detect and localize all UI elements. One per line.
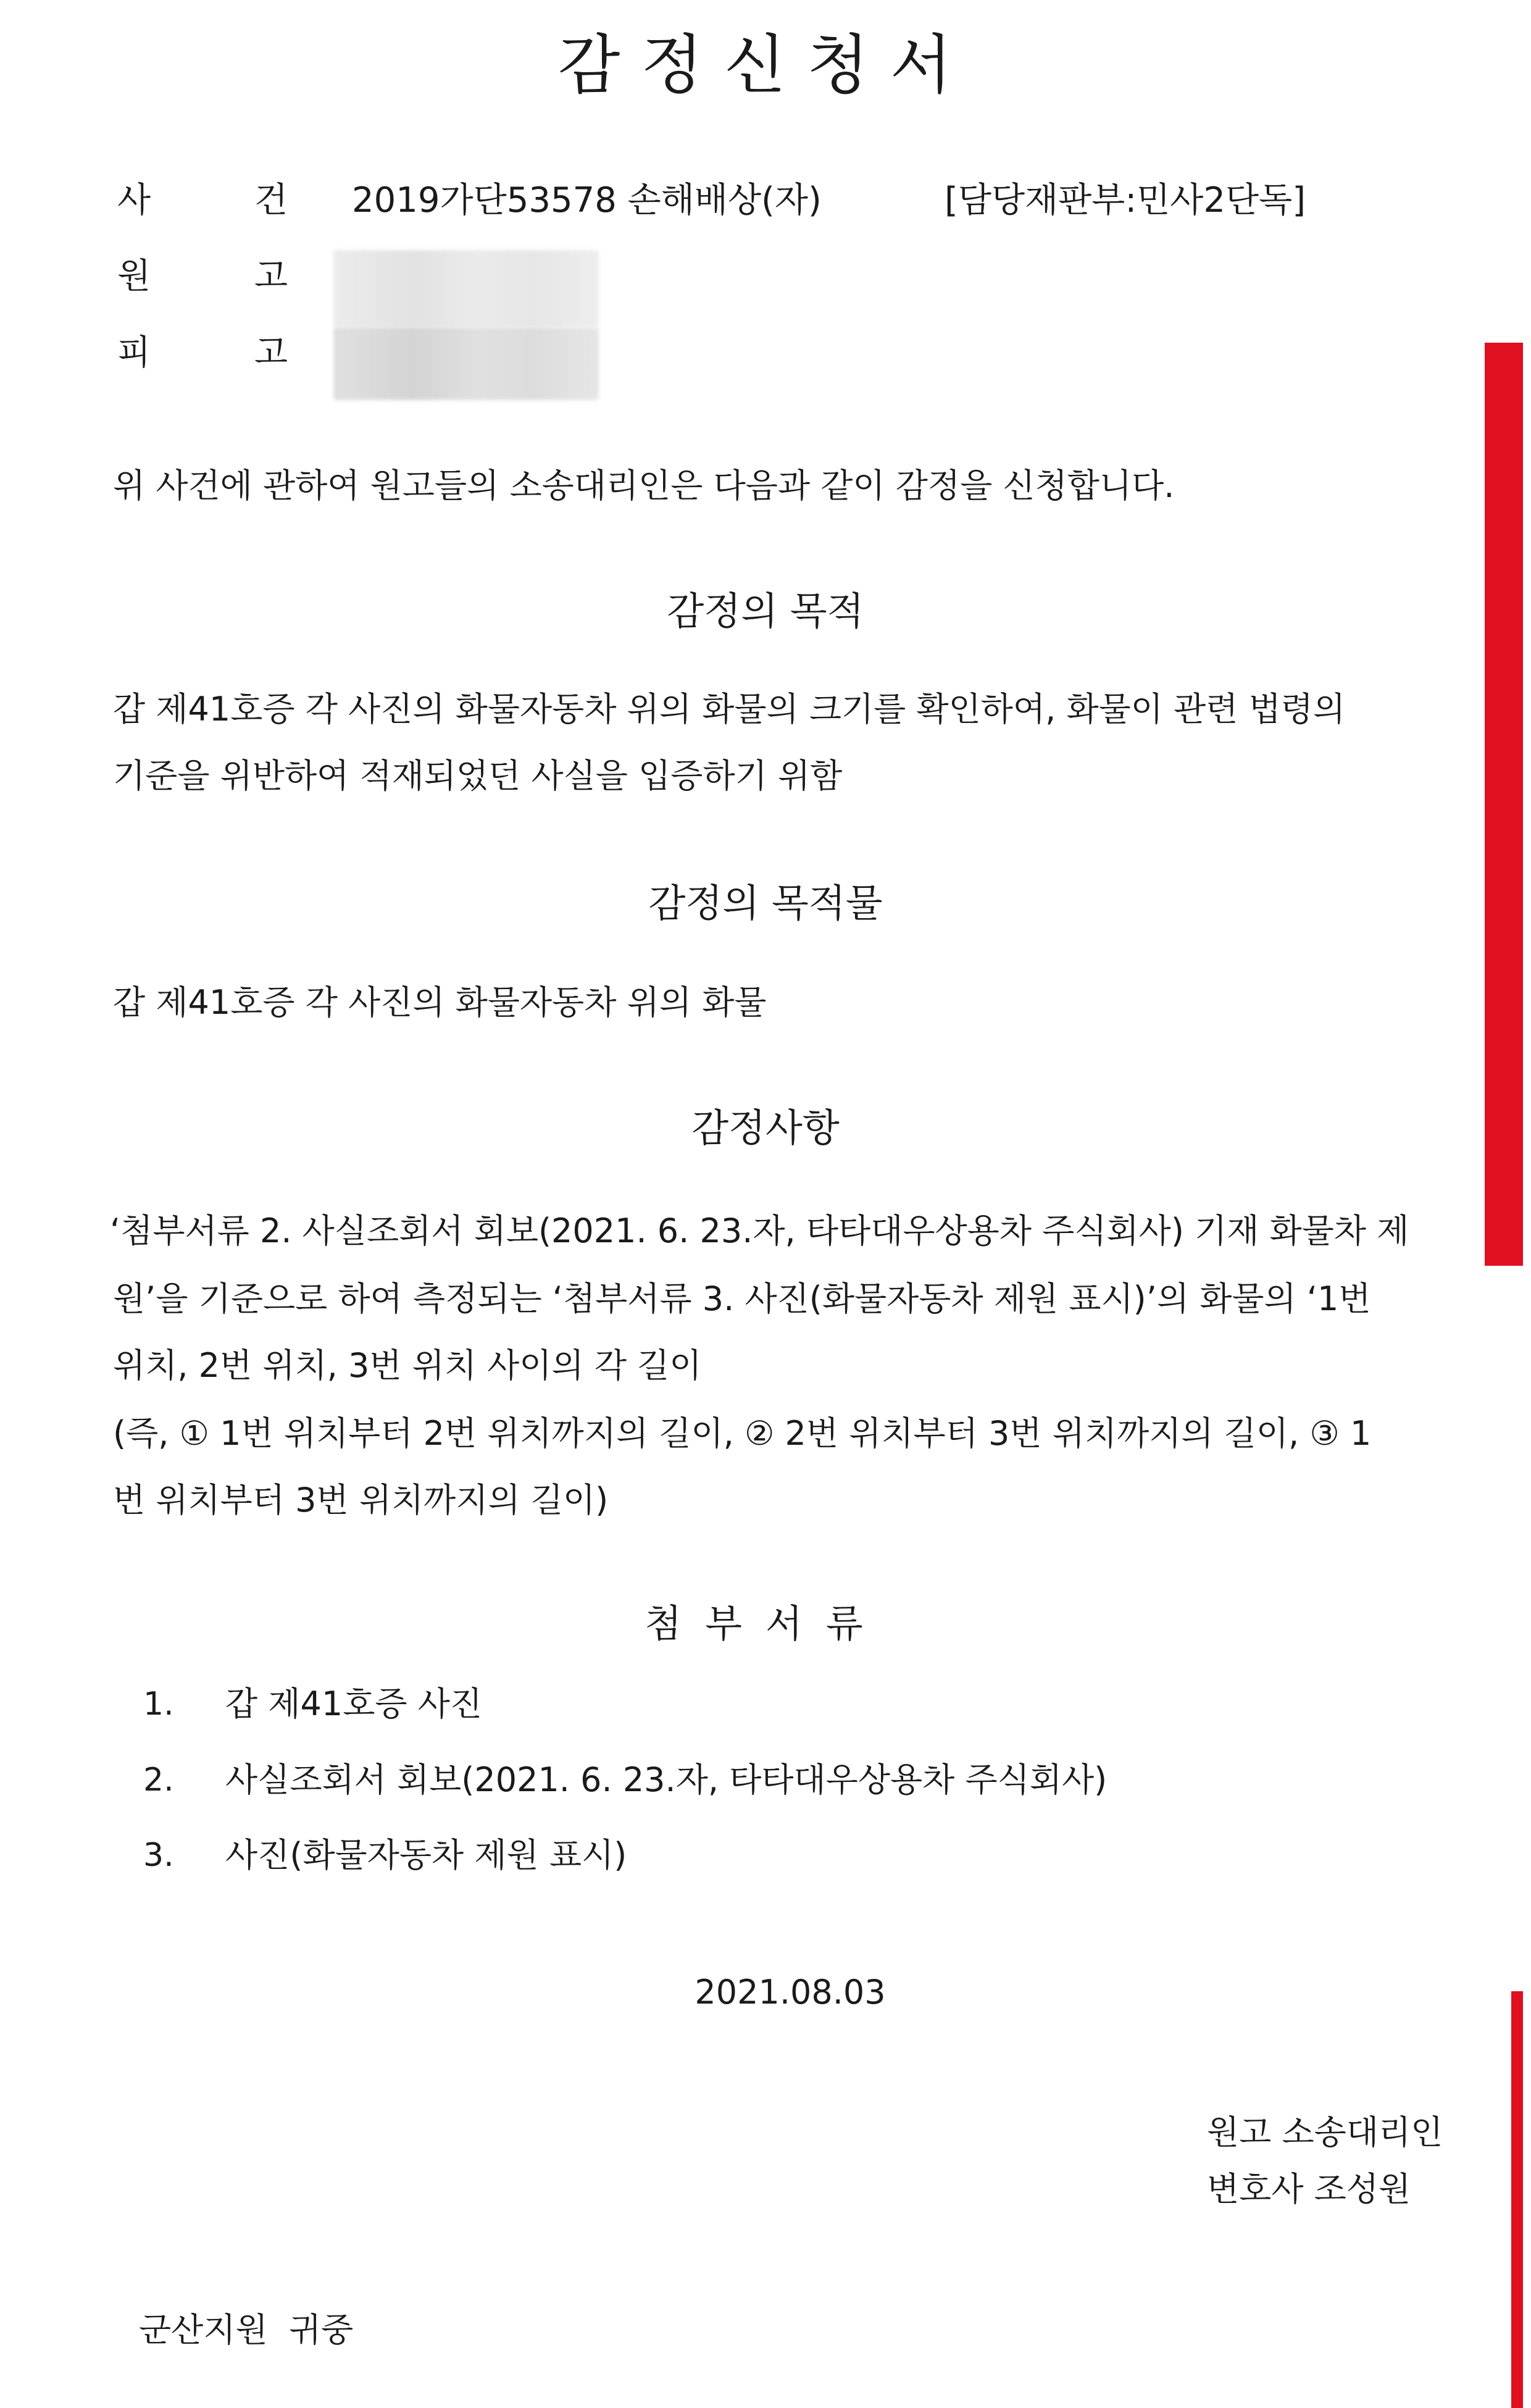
object-line-1: 갑 제41호증 각 사진의 화물자동차 위의 화물 [113,983,767,1022]
defendant-label-left: 피 [117,333,151,373]
matters-line-1: ‘첨부서류 2. 사실조회서 회보(2021. 6. 23.자, 타타대우상용차 주식회사) 기재 화물차 제 [110,1211,1409,1250]
plaintiff-label-right: 고 [254,256,288,296]
case-number: 2019가단53578 손해배상(자) [352,180,822,220]
matters-line-3: 위치, 2번 위치, 3번 위치 사이의 각 길이 [113,1346,702,1385]
plaintiff-name-redacted [333,250,599,327]
intro-text: 위 사건에 관하여 원고들의 소송대리인은 다음과 같이 감정을 신청합니다. [113,466,1175,505]
attachments-heading: 첨부서류 [645,1601,886,1646]
addressee: 군산지원 귀중 [139,2310,354,2349]
attachment-text-1: 갑 제41호증 사진 [225,1684,483,1723]
matters-heading: 감정사항 [691,1105,840,1150]
document-date: 2021.08.03 [695,1973,886,2012]
attachment-num-2: 2. [143,1762,174,1799]
object-heading: 감정의 목적물 [648,880,883,926]
signature-name: 변호사 조성원 [1207,2170,1411,2209]
case-label-right: 건 [254,180,288,220]
plaintiff-label-left: 원 [117,256,151,296]
defendant-label-right: 고 [254,333,288,373]
case-division: [담당재판부:민사2단독] [945,180,1306,220]
matters-line-4: (즉, ① 1번 위치부터 2번 위치까지의 길이, ② 2번 위치부터 3번 위치까지의 길이, ③ 1 [113,1414,1372,1453]
matters-line-5: 번 위치부터 3번 위치까지의 길이) [113,1481,609,1520]
attachment-num-3: 3. [143,1837,174,1874]
matters-line-2: 원’을 기준으로 하여 측정되는 ‘첨부서류 3. 사진(화물자동차 제원 표시)’의 화물의 ‘1번 [113,1279,1371,1318]
attachment-text-2: 사실조회서 회보(2021. 6. 23.자, 타타대우상용차 주식회사) [225,1760,1108,1799]
red-side-bar-bottom [1511,1991,1523,2408]
case-label-left: 사 [117,180,151,220]
attachment-num-1: 1. [143,1686,174,1723]
defendant-name-redacted [333,327,599,400]
document-title: 감정신청서 [557,27,974,102]
purpose-heading: 감정의 목적 [667,588,864,633]
signature-role: 원고 소송대리인 [1207,2113,1443,2152]
red-side-bar-top [1485,343,1523,1266]
purpose-line-1: 갑 제41호증 각 사진의 화물자동차 위의 화물의 크기를 확인하여, 화물이 관련 법령의 [113,690,1346,729]
attachment-text-3: 사진(화물자동차 제원 표시) [225,1836,627,1875]
purpose-line-2: 기준을 위반하여 적재되었던 사실을 입증하기 위함 [113,756,843,795]
